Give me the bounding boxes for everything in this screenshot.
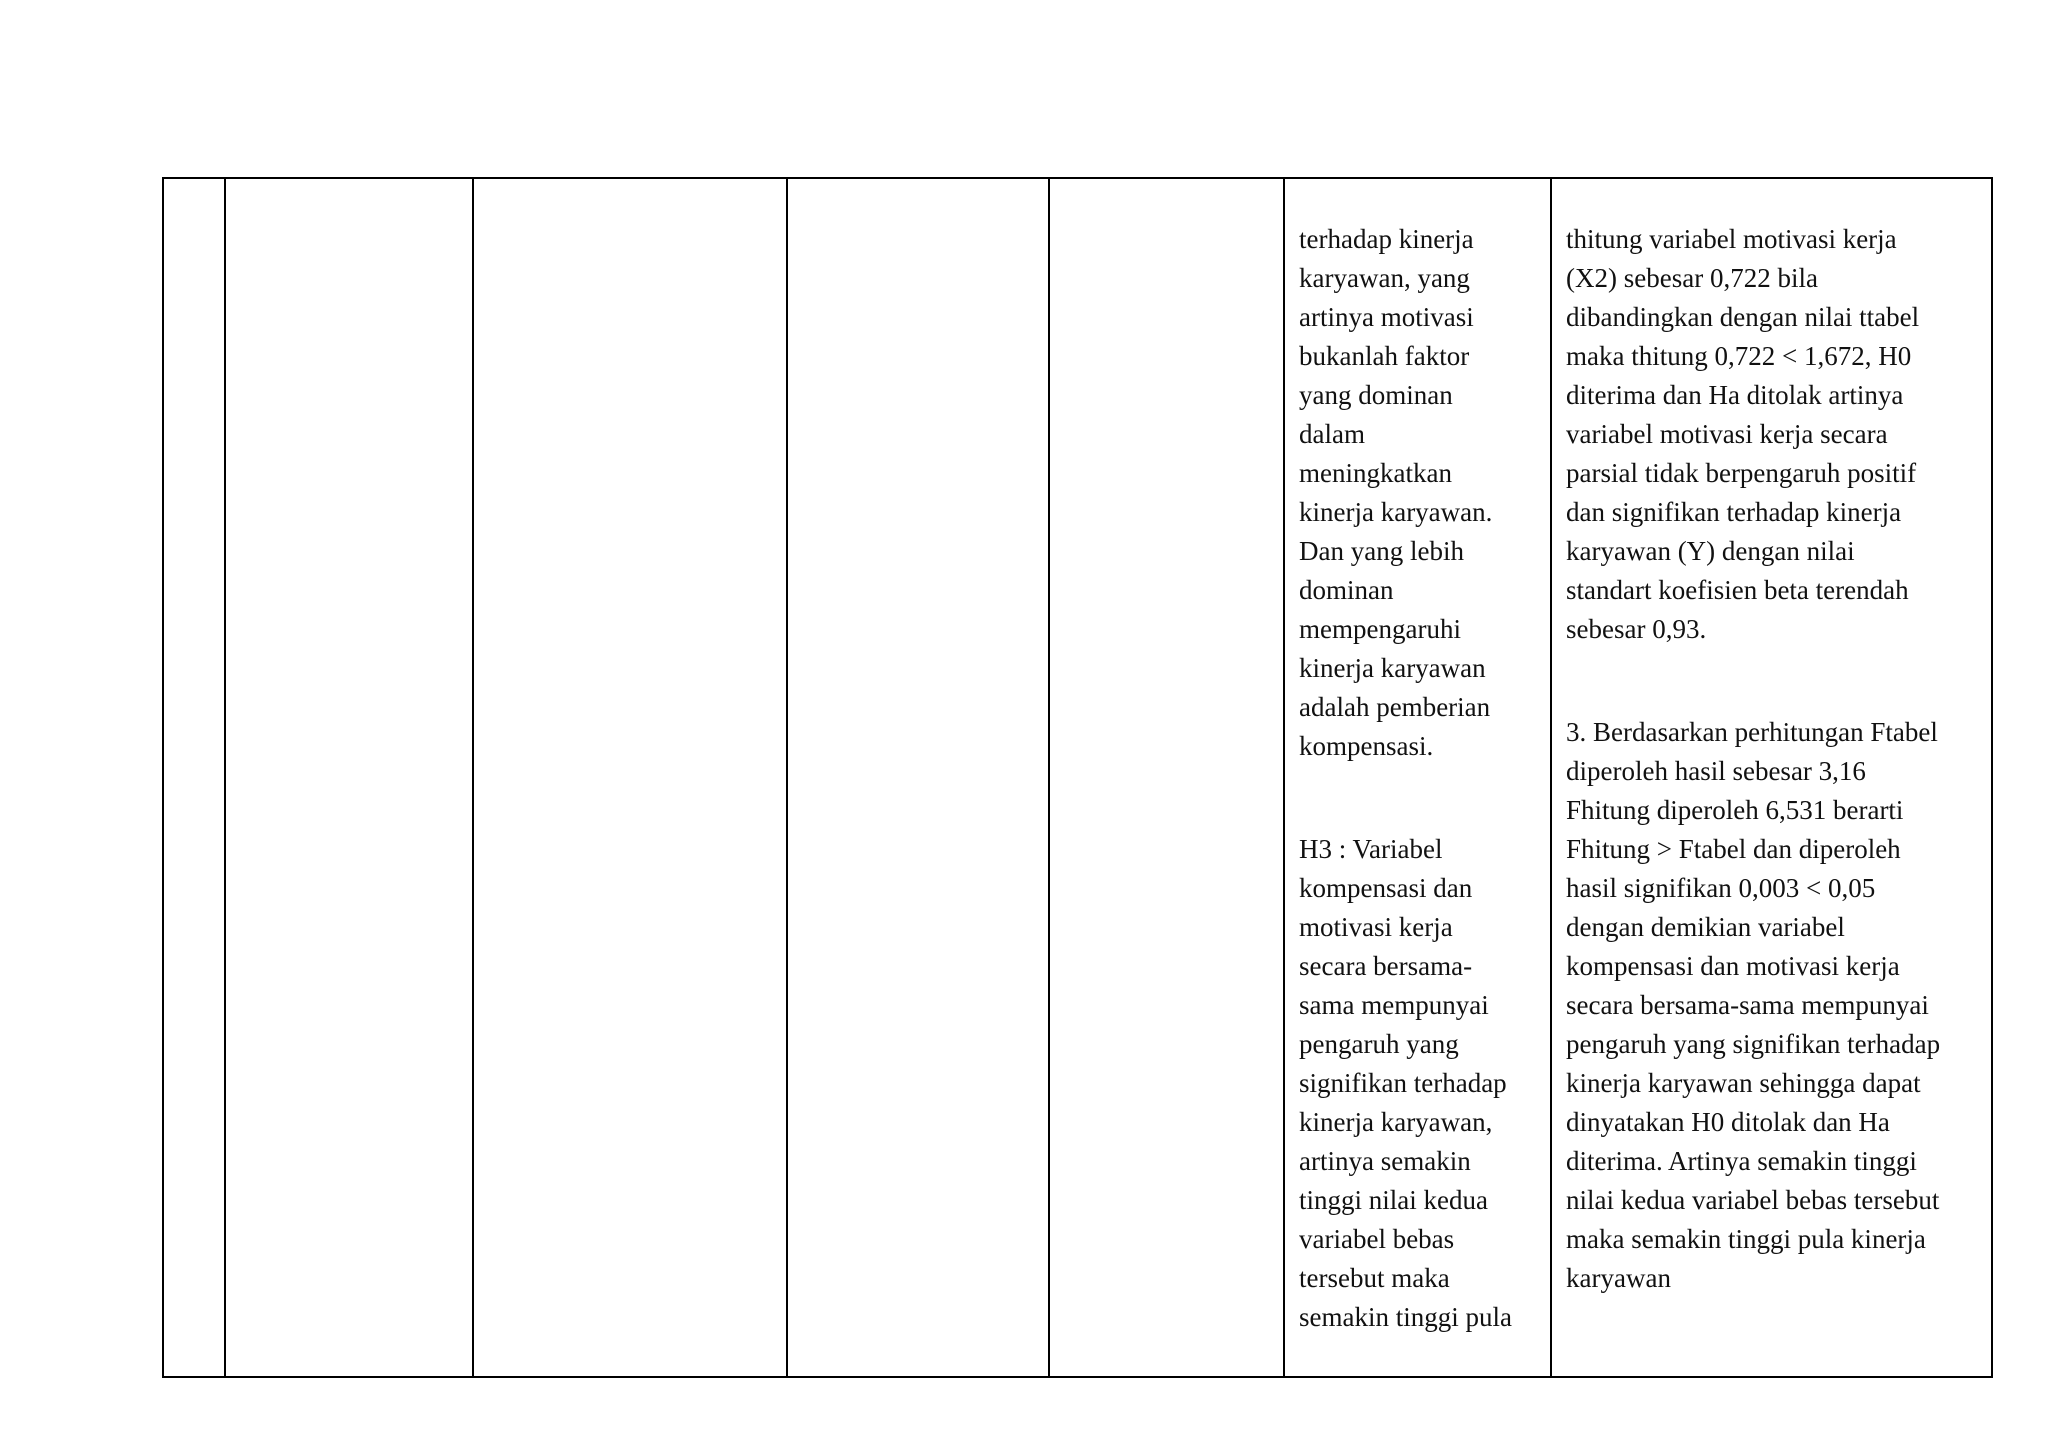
table-row (163, 178, 1992, 1377)
table-cell-col5 (1049, 178, 1284, 1377)
table-cell-hypothesis (1284, 178, 1551, 1377)
continuation-table (162, 177, 1993, 1378)
table-cell-number (163, 178, 225, 1377)
table-cell-col4 (787, 178, 1049, 1377)
hypothesis-paragraph: terhadap kinerja karyawan, yang artinya motivasi bukanlah faktor yang dominan dalam meningkatkan kinerja karyawan. Dan yang lebih dominan mempengaruhi kinerja karyawan adalah pemberian kompensasi. (1299, 224, 1493, 761)
hypothesis-h3-paragraph: H3 : Variabel kompensasi dan motivasi kerja secara bersama- sama mempunyai pengaruh yang signifikan terhadap kinerja karyawan, artinya semakin tinggi nilai kedua variabel bebas tersebut maka semakin tinggi pula (1299, 834, 1512, 1332)
table-cell-col2 (225, 178, 473, 1377)
result-f-test-paragraph: 3. Berdasarkan perhitungan Ftabel diperoleh hasil sebesar 3,16 Fhitung diperoleh 6,531 berarti Fhitung > Ftabel dan diperoleh hasil signifikan 0,003 < 0,05 dengan demikian variabel kompensasi dan motivasi kerja secara bersama-sama mempunyai pengaruh yang signifikan terhadap kinerja karyawan sehingga dapat dinyatakan H0 ditolak dan Ha diterima. Artinya semakin tinggi nilai kedua variabel bebas tersebut maka semakin tinggi pula kinerja karyawan (1566, 717, 1941, 1293)
table-cell-col3 (473, 178, 787, 1377)
table-cell-results (1551, 178, 1992, 1377)
result-t-test-paragraph: thitung variabel motivasi kerja (X2) sebesar 0,722 bila dibandingkan dengan nilai ttabel maka thitung 0,722 < 1,672, H0 diterima dan Ha ditolak artinya variabel motivasi kerja secara parsial tidak berpengaruh positif dan signifikan terhadap kinerja karyawan (Y) dengan nilai standart koefisien beta terendah sebesar 0,93. (1566, 224, 1920, 644)
